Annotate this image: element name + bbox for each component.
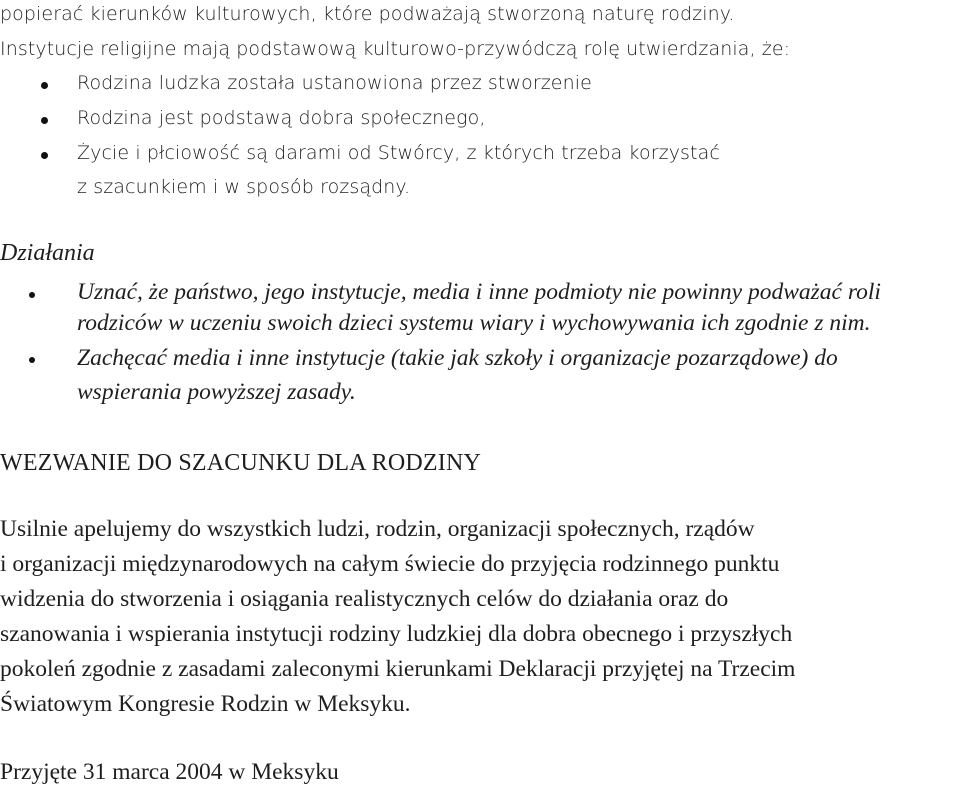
adoption-date: Przyjęte 31 marca 2004 w Meksyku: [0, 759, 339, 785]
paragraph-line: szanowania i wspierania instytucji rodziny ludzkiej dla dobra obecnego i przyszłych: [0, 621, 793, 647]
list-item: Uznać, że państwo, jego instytucje, media i inne podmioty nie powinny podważać roli: [77, 279, 881, 305]
list-item: Rodzina jest podstawą dobra społecznego,: [77, 107, 486, 129]
paragraph-line: pokoleń zgodnie z zasadami zaleconymi kierunkami Deklaracji przyjętej na Trzecim: [0, 656, 796, 682]
list-item-continuation: z szacunkiem i w sposób rozsądny.: [77, 176, 411, 198]
intro-line: Instytucje religijne mają podstawową kulturowo-przywódczą rolę utwierdzania, że:: [0, 38, 791, 60]
list-item: Zachęcać media i inne instytucje (takie jak szkoły i organizacje pozarządowe) do: [77, 345, 838, 371]
section-heading-appeal: WEZWANIE DO SZACUNKU DLA RODZINY: [0, 450, 482, 476]
list-item: Życie i płciowość są darami od Stwórcy, z których trzeba korzystać: [77, 142, 720, 164]
paragraph-line: Światowym Kongresie Rodzin w Meksyku.: [0, 691, 411, 717]
list-item-continuation: rodziców w uczeniu swoich dzieci systemu wiary i wychowywania ich zgodnie z nim.: [77, 310, 871, 336]
bullet-icon: [41, 152, 48, 159]
bullet-icon: [41, 82, 48, 89]
paragraph-line: widzenia do stworzenia i osiągania realistycznych celów do działania oraz do: [0, 586, 729, 612]
intro-line: popierać kierunków kulturowych, które podważają stworzoną naturę rodziny.: [0, 3, 735, 25]
section-heading-actions: Działania: [0, 240, 95, 266]
bullet-icon: [29, 292, 35, 298]
list-item: Rodzina ludzka została ustanowiona przez stworzenie: [77, 72, 592, 94]
paragraph-line: Usilnie apelujemy do wszystkich ludzi, rodzin, organizacji społecznych, rządów: [0, 516, 755, 542]
bullet-icon: [41, 117, 48, 124]
paragraph-line: i organizacji międzynarodowych na całym świecie do przyjęcia rodzinnego punktu: [0, 551, 780, 577]
bullet-icon: [29, 357, 35, 363]
list-item-continuation: wspierania powyższej zasady.: [77, 379, 356, 405]
